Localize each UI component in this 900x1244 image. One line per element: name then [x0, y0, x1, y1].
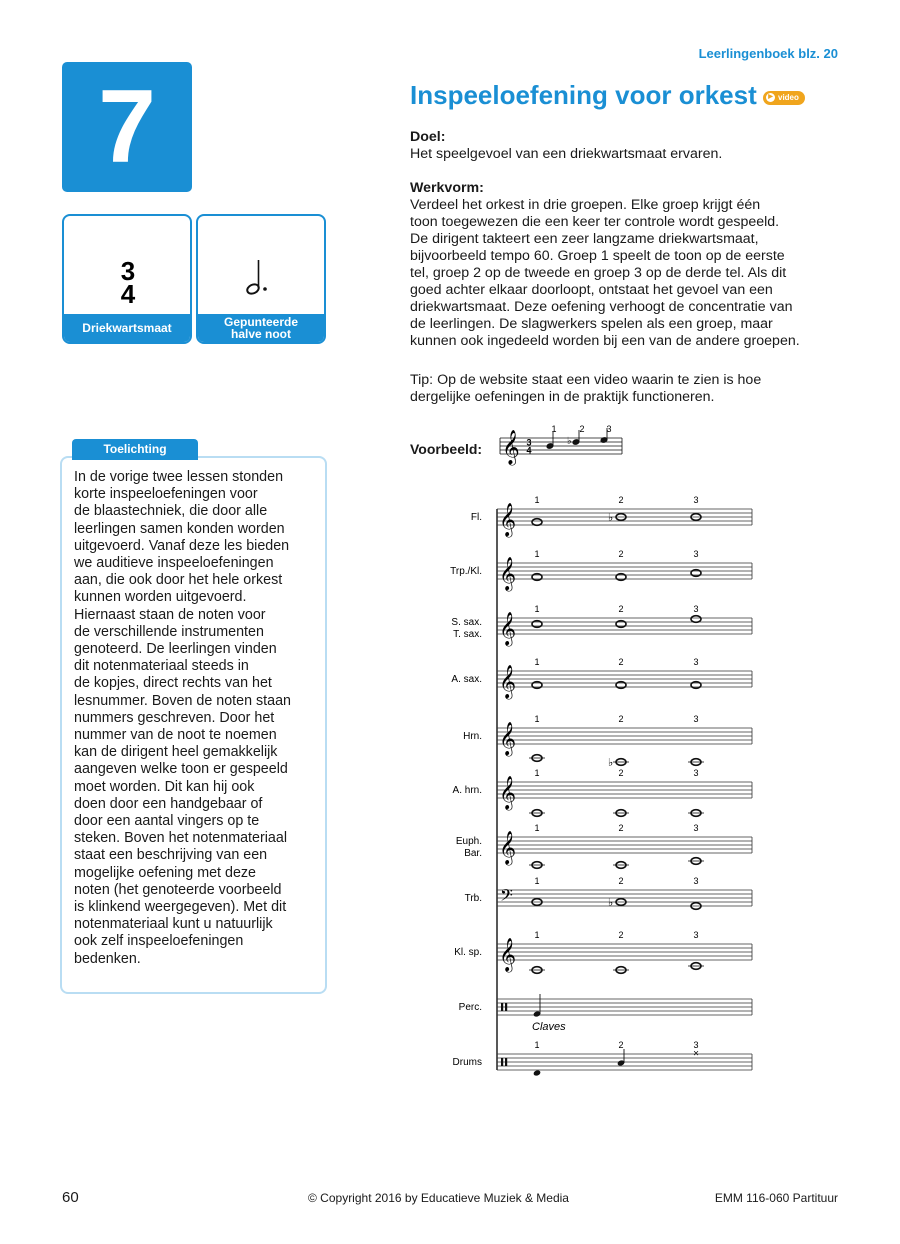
flat-icon: ♭ [608, 757, 614, 769]
instrument-name: Hrn. [463, 731, 482, 742]
note-number: 3 [693, 604, 699, 614]
explanation-line: de kopjes, direct rechts van het [74, 675, 272, 692]
instrument-staff [450, 549, 752, 591]
treble-clef-icon: 𝄞 [499, 613, 517, 645]
note-number: 3 [693, 876, 699, 886]
tip-line: dergelijke oefeningen in de praktijk functioneren. [410, 389, 715, 405]
lesson-number: 7 [62, 62, 192, 192]
example-number-1: 1 [551, 424, 557, 434]
explanation-line: we auditieve inspeeloefeningen [74, 555, 274, 572]
note-number: 1 [534, 768, 540, 778]
note-number: 1 [534, 714, 540, 724]
instrument-name: S. sax. [451, 617, 482, 628]
explanation-line: In de vorige twee lessen stonden [74, 469, 284, 485]
explanation-text [74, 469, 324, 968]
instrument-staff [465, 876, 752, 909]
note-number: 3 [693, 657, 699, 667]
treble-clef-icon: 𝄞 [499, 777, 517, 809]
dotted-half-note-icon [198, 216, 326, 320]
page-title: Inspeeloefening voor orkest [410, 80, 757, 110]
note-number: 3 [693, 930, 699, 940]
whole-note [691, 616, 701, 623]
percussion-clef-icon [505, 1003, 507, 1011]
instrument-name: Drums [452, 1057, 482, 1068]
copyright: © Copyright 2016 by Educatieve Muziek & Media [308, 1191, 569, 1205]
play-icon: ▶ [766, 93, 775, 102]
method-line: bijvoorbeeld tempo 60. Groep 1 speelt de toon op de eerste [410, 248, 785, 264]
note-number: 3 [693, 549, 699, 559]
instrument-name: Kl. sp. [454, 947, 482, 958]
note-number: 2 [618, 768, 624, 778]
explanation-line: aangeven welke toon er gespeeld [74, 761, 288, 778]
treble-clef-icon: 𝄞 [499, 723, 517, 755]
explanation-line: steken. Boven het notenmateriaal [74, 830, 288, 847]
concept-card-time-signature [62, 214, 192, 344]
flat-icon: ♭ [608, 512, 614, 524]
explanation-line: genoteerd. De leerlingen vinden [74, 641, 277, 658]
concept-card-dotted-half-note [196, 214, 326, 344]
explanation-line: uitgevoerd. Vanaf deze les bieden [74, 537, 290, 554]
explanation-line: staat een beschrijving van een [74, 847, 268, 864]
method-line: Verdeel het orkest in drie groepen. Elke groep krijgt één [410, 197, 761, 213]
percussion-clef-icon [501, 1058, 503, 1066]
instrument-name: Fl. [470, 512, 482, 523]
method-line: tel, groep 2 op de tweede en groep 3 op de derde tel. Als dit [410, 265, 787, 281]
instrument-staff [456, 823, 752, 868]
explanation-tab: Toelichting [72, 439, 198, 460]
explanation-line: doen door een handgebaar of [74, 795, 263, 812]
catalog-number: EMM 116-060 Partituur [714, 1191, 838, 1205]
instrument-staff [454, 930, 752, 973]
example-time-bottom: 4 [526, 445, 532, 456]
note-number: 1 [534, 549, 540, 559]
note-number: 3 [693, 1040, 699, 1050]
instrument-name: Trp./Kl. [450, 566, 482, 577]
goal-heading: Doel: [410, 129, 446, 145]
time-sig-bottom: 4 [120, 279, 136, 309]
method-line: de leerlingen. De slagwerkers spelen als een groep, maar [410, 316, 773, 332]
instrument-name-line2: T. sax. [453, 629, 482, 640]
concept-label-dotted-half-note [198, 314, 324, 342]
method-line: goed achter elkaar doorloopt, ontstaat het gevoel van een [410, 282, 773, 298]
note-number: 2 [618, 876, 624, 886]
note-number: 2 [618, 930, 624, 940]
explanation-line: nummers geschreven. Door het [74, 709, 275, 726]
method-section [410, 180, 840, 350]
example-number-3: 3 [606, 424, 612, 434]
explanation-line: lesnummer. Boven de noten staan [74, 692, 291, 709]
explanation-line: kan de dirigent heel gemakkelijk [74, 744, 278, 761]
explanation-line: dit notenmateriaal steeds in [74, 658, 249, 675]
page-number: 60 [62, 1189, 79, 1206]
explanation-line: moet worden. Dit kan hij ook [74, 778, 255, 795]
note-number: 2 [618, 604, 624, 614]
instrument-staff [459, 994, 752, 1033]
orchestra-score [420, 488, 765, 1088]
explanation-line: door een aantal vingers op te [74, 813, 260, 830]
workbook-reference: Leerlingenboek blz. 20 [698, 46, 838, 61]
percussion-clef-icon [501, 1003, 503, 1011]
video-badge-label: video [778, 93, 799, 102]
treble-clef-icon: 𝄞 [499, 939, 517, 971]
note-number: 1 [534, 930, 540, 940]
note-number: 3 [693, 823, 699, 833]
explanation-line: de blaastechniek, die door alle [74, 503, 268, 520]
explanation-line: leerlingen samen konden worden [74, 520, 285, 537]
treble-clef-icon: 𝄞 [499, 558, 517, 590]
method-heading: Werkvorm: [410, 180, 484, 196]
note-number: 2 [618, 714, 624, 724]
instrument-name: Trb. [464, 893, 482, 904]
note-number: 2 [618, 549, 624, 559]
video-badge[interactable] [763, 91, 805, 105]
percussion-clef-icon [505, 1058, 507, 1066]
explanation-line: noten (het genoteerde voorbeeld [74, 881, 282, 898]
note-number: 3 [693, 714, 699, 724]
time-signature-graphic [64, 216, 192, 320]
instrument-name: A. hrn. [452, 785, 482, 796]
concept-label-time-signature: Driekwartsmaat [64, 314, 190, 342]
instrument-name: A. sax. [451, 674, 482, 685]
instrument-name: Euph. [455, 836, 482, 847]
explanation-line: kunnen worden uitgevoerd. [74, 589, 247, 606]
concept-label-line1: Gepunteerde [223, 315, 298, 329]
note-number: 2 [618, 1040, 624, 1050]
explanation-line: bedenken. [74, 950, 141, 967]
method-line: driekwartsmaat. Deze oefening verhoogt de concentratie van [410, 299, 793, 315]
example-number-2: 2 [579, 424, 585, 434]
example-staff [498, 420, 638, 468]
explanation-line: nummer van de noot te noemen [74, 727, 277, 744]
note-number: 3 [693, 495, 699, 505]
explanation-line: notenmateriaal kunt u natuurlijk [74, 916, 273, 933]
note-number: 1 [534, 604, 540, 614]
claves-annotation: Claves [532, 1021, 566, 1033]
note-number: 3 [693, 768, 699, 778]
instrument-name: Perc. [458, 1002, 482, 1013]
goal-section [410, 129, 840, 163]
explanation-line: mogelijke oefening met deze [74, 864, 256, 881]
treble-clef-icon: 𝄞 [499, 832, 517, 864]
goal-text: Het speelgevoel van een driekwartsmaat ervaren. [410, 146, 723, 162]
example-label: Voorbeeld: [410, 441, 483, 457]
treble-clef-icon: 𝄞 [502, 431, 520, 464]
method-line: De dirigent takteert een zeer langzame driekwartsmaat, [410, 231, 759, 247]
time-sig-top: 3 [120, 256, 136, 286]
cymbal-x-note-icon: × [693, 1048, 699, 1060]
explanation-line: ook zelf inspeeloefeningen [74, 933, 244, 950]
instrument-name-line2: Bar. [464, 848, 482, 859]
note-number: 1 [534, 823, 540, 833]
flat-icon: ♭ [567, 436, 572, 447]
instrument-staff [463, 714, 752, 769]
flat-icon: ♭ [608, 897, 614, 909]
treble-clef-icon: 𝄞 [499, 504, 517, 536]
note-number: 1 [534, 1040, 540, 1050]
bass-clef-icon: 𝄢 [500, 887, 513, 909]
note-number: 1 [534, 876, 540, 886]
note-number: 1 [534, 495, 540, 505]
explanation-line: is klinkend weergegeven). Met dit [74, 899, 287, 916]
tip-line: Tip: Op de website staat een video waarin te zien is hoe [410, 372, 762, 388]
example-time-top: 3 [526, 437, 532, 448]
note-number: 2 [618, 823, 624, 833]
note-number: 1 [534, 657, 540, 667]
instrument-staff [471, 495, 752, 537]
note-number: 2 [618, 657, 624, 667]
treble-clef-icon: 𝄞 [499, 666, 517, 698]
method-text [410, 197, 840, 350]
explanation-line: aan, die ook door het hele orkest [74, 572, 283, 589]
explanation-line: Hiernaast staan de noten voor [74, 606, 266, 623]
concept-label-line2: halve noot [230, 327, 291, 341]
whole-note [532, 519, 542, 526]
explanation-line: korte inspeeloefeningen voor [74, 486, 258, 503]
note-number: 2 [618, 495, 624, 505]
tip-text [410, 372, 840, 406]
method-line: toon toegewezen die een keer ter controle wordt gespeeld. [410, 214, 780, 230]
method-line: kunnen ook ingedeeld worden bij een van de andere groepen. [410, 333, 800, 349]
explanation-line: de verschillende instrumenten [74, 623, 264, 640]
bass-drum-note [533, 1069, 541, 1076]
